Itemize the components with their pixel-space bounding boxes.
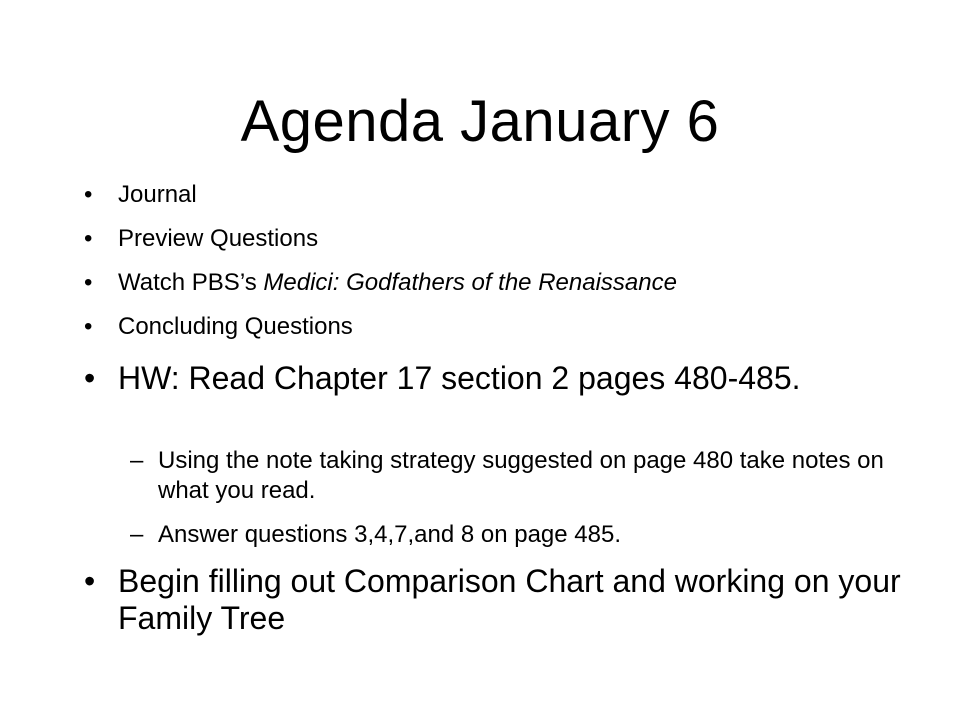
agenda-item-watch-medici: [84, 268, 884, 298]
agenda-item-text: HW: Read Chapter 17 section 2 pages 480-485.: [118, 360, 801, 396]
agenda-item-concluding-questions: [84, 312, 884, 342]
bullet-icon: •: [84, 313, 93, 340]
agenda-item-prefix: Watch PBS’s: [118, 269, 264, 296]
sub-item-text: Answer questions 3,4,7,and 8 on page 485.: [158, 521, 622, 548]
dash-icon: –: [130, 447, 144, 474]
homework-sub-item-answer-questions: [130, 520, 900, 550]
bullet-icon: •: [84, 225, 93, 252]
bullet-icon: •: [84, 563, 96, 599]
bullet-icon: •: [84, 269, 93, 296]
agenda-item-text: Preview Questions: [118, 225, 319, 252]
slide-title: Agenda January 6: [240, 89, 720, 154]
agenda-item-text: Concluding Questions: [118, 313, 353, 340]
bullet-icon: •: [84, 360, 96, 396]
program-title: Medici: Godfathers of the Renaissance: [263, 269, 677, 296]
homework-sub-item-note-taking: [130, 446, 900, 506]
agenda-item-journal: [84, 180, 884, 210]
agenda-item-homework: [84, 360, 914, 397]
agenda-item-preview-questions: [84, 224, 884, 254]
agenda-item-comparison-chart: [84, 563, 914, 637]
bullet-icon: •: [84, 181, 93, 208]
agenda-item-text: [84, 268, 884, 298]
agenda-item-text: Begin filling out Comparison Chart and working on your Family Tree: [118, 563, 901, 636]
dash-icon: –: [130, 521, 144, 548]
agenda-item-text: Journal: [118, 181, 197, 208]
sub-item-text: Using the note taking strategy suggested on page 480 take notes on what you read.: [158, 447, 884, 504]
